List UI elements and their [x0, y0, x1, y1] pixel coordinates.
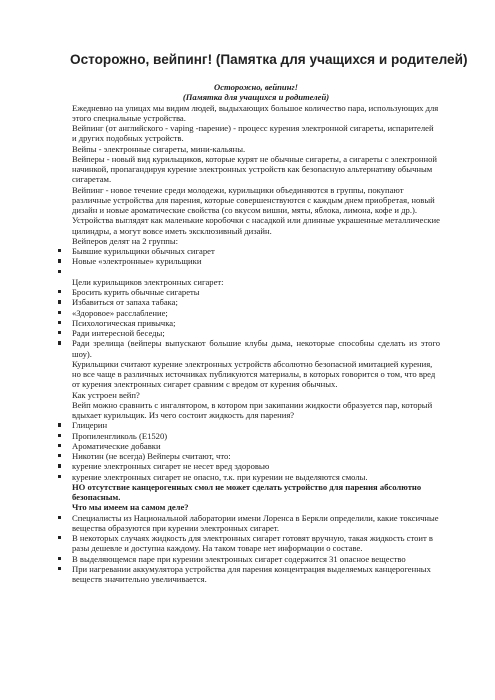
body-paragraph: Вейп можно сравнить с ингалятором, в котором при закипании жидкости образуется пар, который вдыхает курильщик. Из чего состоит жидкость для парения? [72, 399, 433, 420]
bold-statement: НО отсутствие канцерогенных смол не может сделать устройство для парения абсолютно безопасным. [72, 481, 422, 502]
list-item: Бывшие курильщики обычных сигарет [72, 246, 440, 256]
intro-paragraph: Вейперов делят на 2 группы: [72, 235, 179, 246]
list-item: Психологическая привычка; [72, 318, 440, 328]
page-title: Осторожно, вейпинг! (Памятка для учащихся и родителей) [70, 52, 468, 67]
goals-heading: Цели курильщиков электронных сигарет: [72, 276, 224, 287]
intro-paragraph: Вейпинг - новое течение среди молодежи, курильщики объединяются в группы, покупают различные устройства для парения, которые совершенствуются с каждым днем приобретая, новый дизайн и новые ароматические свойства (со вкусом вишни, мяты, яблока, лимона, кофе и др.). Устройства выглядят как маленькие коробочки с насадкой или длинные украшенные металлические цилиндры, а могут вовсе иметь эксклюзивный дизайн. [72, 184, 440, 236]
intro-paragraph: Вейпинг (от английского - vaping -парение) - процесс курения электронной сигареты, испарителей и других подобных устройств. [72, 123, 434, 144]
list-item: В некоторых случаях жидкость для электронных сигарет готовят вручную, такая жидкость стоит в разы дешевле и доступна каждому. На таком товаре нет информации о составе. [72, 533, 440, 554]
list-item: Специалисты из Национальной лаборатории имени Лоренса в Беркли определили, какие токсичные вещества образуются при курении электронных сигарет. [72, 512, 439, 533]
body-paragraph: Как устроен вейп? [72, 389, 140, 400]
list-item: «Здоровое» расслабление; [72, 308, 440, 318]
list-item: При нагревании аккумулятора устройства для парения концентрация выделяемых канцерогенных веществ значительно увеличивается. [72, 564, 440, 585]
list-item: Пропиленгликоль (Е1520) [72, 431, 440, 441]
goals-list [72, 287, 440, 359]
groups-list [72, 246, 440, 277]
ingredients-list [72, 420, 440, 482]
document-body [72, 82, 440, 584]
list-item: Бросить курить обычные сигареты [72, 287, 440, 297]
list-item: Новые «электронные» курильщики [72, 256, 440, 266]
list-item: Никотин (не всегда) Вейперы считают, что: [72, 451, 440, 461]
subtitle-line-1: Осторожно, вейпинг! [214, 82, 298, 92]
body-paragraph: Курильщики считают курение электронных устройств абсолютно безопасной имитацией курения, но все чаще в различных источниках публикуются материалы, в которых говорится о том, что вред от курения электронных сигарет сравним с вредом от курения обычных. [72, 358, 436, 390]
list-item: курение электронных сигарет не опасно, т.к. при курении не выделяются смолы. [72, 472, 440, 482]
facts-list [72, 513, 440, 585]
intro-paragraph: Ежедневно на улицах мы видим людей, выдыхающих большое количество пара, использующих для этого специальные устройства. [72, 102, 439, 123]
list-item: В выделяющемся паре при курении электронных сигарет содержится 31 опасное вещество [72, 554, 440, 564]
intro-paragraph: Вейперы - новый вид курильщиков, которые курят не обычные сигареты, а сигареты с электронной начинкой, пропагандируя курение электронных устройств как безопасную альтернативу обычным сигаретам. [72, 153, 437, 185]
list-item: Ради зрелища (вейперы выпускают большие клубы дыма, некоторые способны сделать из этого шоу). [72, 338, 440, 359]
list-item: Глицерин [72, 420, 440, 430]
list-item: Ароматические добавки [72, 441, 440, 451]
subtitle-line-2: (Памятка для учащихся и родителей) [182, 92, 330, 103]
section-heading: Что мы имеем на самом деле? [72, 502, 189, 513]
list-item: курение электронных сигарет не несет вред здоровью [72, 461, 440, 471]
list-item: Избавиться от запаха табака; [72, 297, 440, 307]
list-item: Ради интересной беседы; [72, 328, 440, 338]
list-item [72, 267, 440, 277]
intro-paragraph: Вейпы - электронные сигареты, мини-кальяны. [72, 143, 246, 154]
